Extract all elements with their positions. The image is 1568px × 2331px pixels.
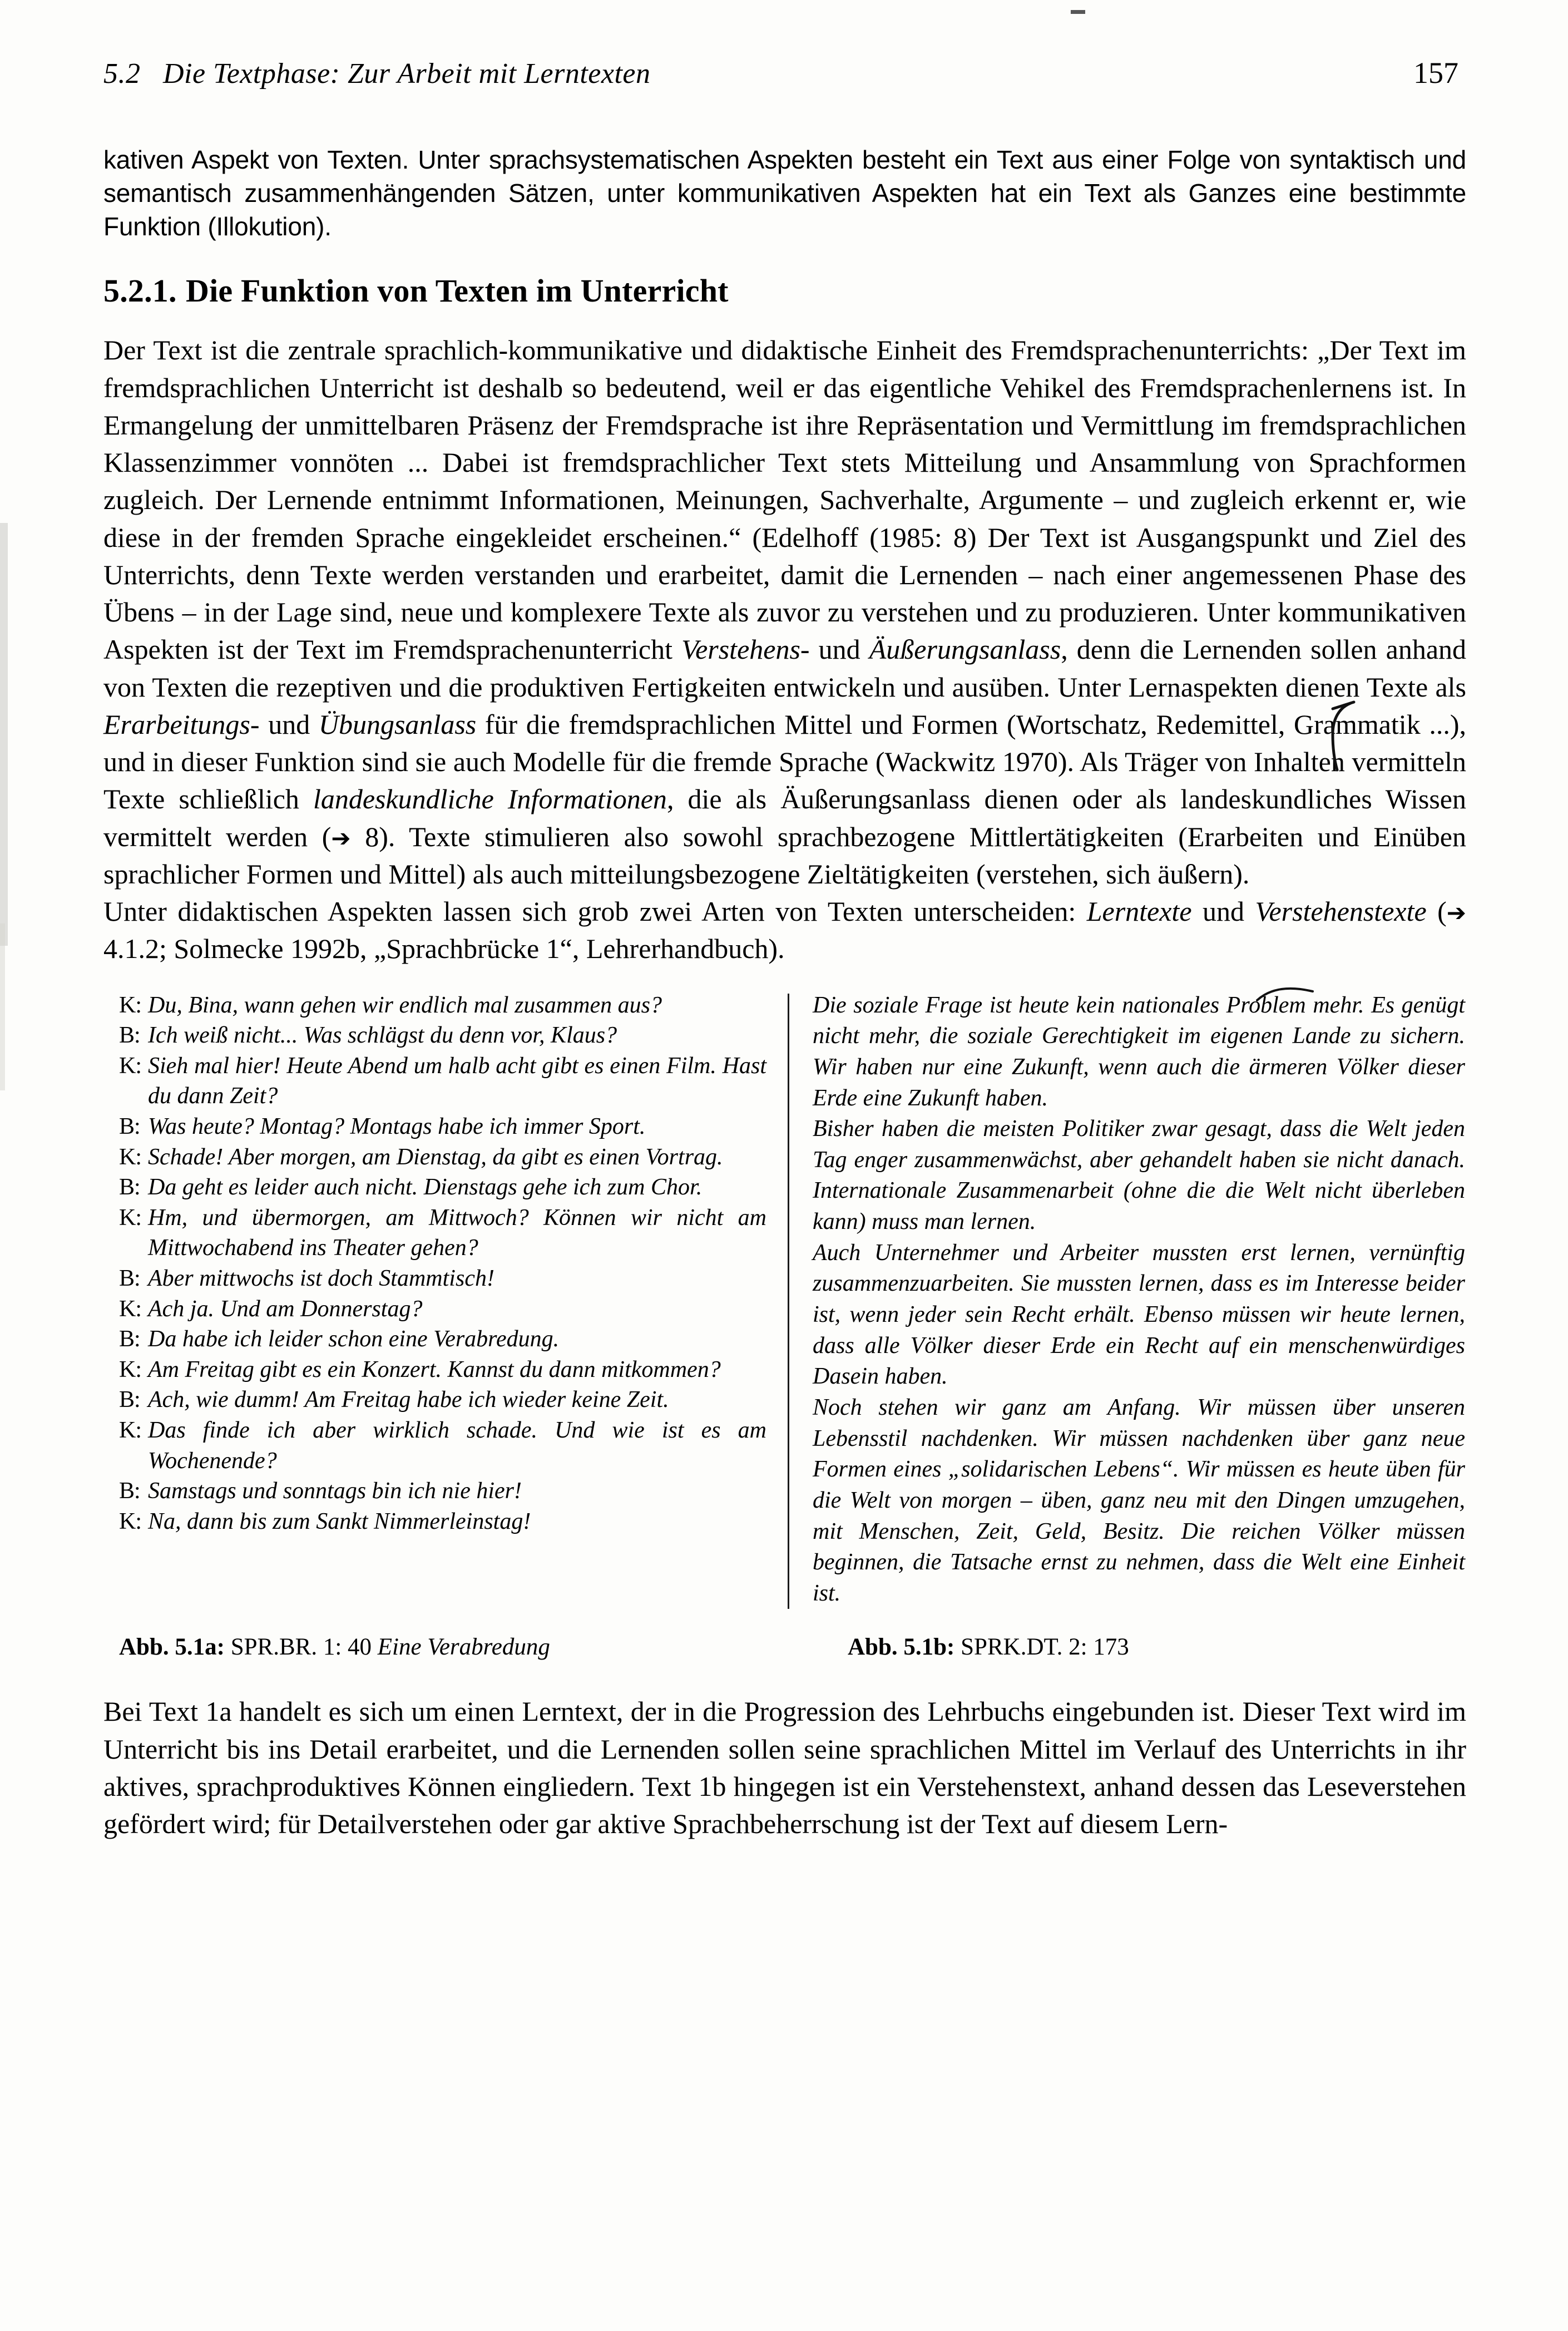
dialogue-speaker: B:	[119, 1023, 140, 1049]
dialogue-line	[119, 1355, 766, 1385]
caption-b-label: Abb. 5.1b:	[848, 1634, 955, 1661]
dialogue-speaker: K:	[119, 1144, 141, 1170]
dialogue-list	[119, 990, 766, 1537]
dialogue-utterance: Das finde ich aber wirklich schade. Und wie ist es am Wochenende?	[148, 1417, 766, 1474]
dialogue-speaker: B:	[119, 1265, 140, 1291]
dialogue-speaker: K:	[119, 1508, 141, 1534]
dialogue-utterance: Samstags und sonntags bin ich nie hier!	[148, 1478, 522, 1504]
body-text-e: für die fremdsprachlichen Mittel und Formen (Wortschatz, Redemittel, Grammatik ...), und in dieser Funktion sind sie auch Modelle für die fremde Sprache (Wackwitz 1970). Als Träger von Inhalten vermitteln Texte schließlich	[103, 708, 1466, 815]
dialogue-utterance: Da habe ich leider schon eine Verabredung.	[148, 1326, 560, 1352]
body2-italic-lerntexte: Lerntexte	[1086, 896, 1192, 927]
figure-b-paragraph: Auch Unternehmer und Arbeiter mussten erst lernen, vernünftig zusammenzuarbeiten. Sie mussten lernen, dass es im Interesse beider ist, wenn jeder sein Recht erhält. Ebenso müssen wir heute lernen, dass alle Völker dieser Erde ein Recht auf ein menschenwürdiges Dasein haben.	[813, 1239, 1465, 1390]
dialogue-utterance: Ich weiß nicht... Was schlägst du denn vor, Klaus?	[148, 1023, 617, 1049]
dialogue-utterance: Du, Bina, wann gehen wir endlich mal zusammen aus?	[148, 992, 662, 1018]
dialogue-speaker: B:	[119, 1478, 140, 1504]
body-italic-uebungsanlass: Übungsanlass	[318, 708, 477, 740]
dialogue-line	[119, 1294, 766, 1325]
body-text-g: 8). Texte stimulieren also sowohl sprachbezogene Mittlertätigkeiten (Erarbeiten und Einüben sprachlicher Formen und Mittel) als auch mitteilungsbezogene Zieltätigkeiten (verstehen, sich äußern).	[103, 821, 1466, 890]
body-italic-verstehens: Verstehens-	[681, 634, 810, 665]
closing-paragraph: Bei Text 1a handelt es sich um einen Lerntext, der in die Progression des Lehrbuchs eingebunden ist. Dieser Text wird im Unterricht bis ins Detail erarbeitet, und die Lernenden sollen seine sprachlichen Mittel im Verlauf des Unterrichts in ihr aktives, sprachproduktives Können eingliedern. Text 1b hingegen ist ein Verstehenstext, anhand dessen das Leseverstehen gefördert wird; für Detailverstehen oder gar aktive Sprachbeherrschung ist der Text auf diesem Lern-	[103, 1696, 1466, 1840]
dialogue-speaker: B:	[119, 1114, 140, 1140]
cross-reference-arrow-icon-2: ➔	[1446, 899, 1466, 927]
body-text-a: Der Text ist die zentrale sprachlich-kommunikative und didaktische Einheit des Fremdsprachenunterrichts: „Der Text im fremdsprachlichen Unterricht ist deshalb so bedeutend, weil er das eigentliche Vehikel des Fremdsprachenlernens ist. In Ermangelung der unmittelbaren Präsenz der Fremdsprache ist ihre Repräsentation und Vermittlung im fremdsprachlichen Klassenzimmer vonnöten ... Dabei ist fremdsprachlicher Text stets Mitteilung und Ansammlung von Sprachformen zugleich. Der Lernende entnimmt Informationen, Meinungen, Sachverhalte, Argumente – und zugleich erkennt er, wie diese in der fremden Sprache eingekleidet erscheinen.“ (Edelhoff (1985: 8) Der Text ist Ausgangspunkt und Ziel des Unterrichts, denn Texte werden verstanden und erarbeitet, damit die Lernenden – nach einer angemessenen Phase des Übens – in der Lage sind, neue und komplexere Texte als zuvor zu verstehen und zu produzieren. Unter kommunikativen Aspekten ist der Text im Fremdsprachenunterricht	[103, 334, 1466, 665]
page-number: 157	[1413, 56, 1458, 90]
dialogue-line	[119, 1476, 766, 1507]
body-text-d: und	[259, 708, 319, 740]
figure-5-1b-box	[789, 990, 1465, 1609]
body-italic-aeusserungsanlass: Äußerungsanlass	[869, 634, 1061, 665]
scan-artifact-top-speck	[1071, 10, 1085, 14]
caption-a-source: SPR.BR. 1: 40	[224, 1634, 378, 1661]
dialogue-speaker: B:	[119, 1387, 140, 1413]
running-head-title: 5.2 Die Textphase: Zur Arbeit mit Lerntexten	[103, 58, 651, 90]
body-paragraph-1	[103, 332, 1466, 893]
body-text-c: , denn die Lernenden sollen anhand von Texten die rezeptiven und die produktiven Fertigkeiten entwickeln und ausüben. Unter Lernaspekten dienen Texte als	[103, 634, 1467, 703]
dialogue-speaker: K:	[119, 992, 141, 1018]
dialogue-line	[119, 1203, 766, 1263]
dialogue-utterance: Ach ja. Und am Donnerstag?	[148, 1296, 423, 1322]
body-italic-landeskundliche: landeskundliche Informationen	[313, 783, 667, 815]
section-number: 5.2.1.	[103, 273, 177, 309]
dialogue-line	[119, 1142, 766, 1173]
figure-5-1a-caption	[103, 1633, 824, 1661]
scan-artifact-left-edge-lower	[0, 923, 5, 1090]
dialogue-utterance: Schade! Aber morgen, am Dienstag, da gibt es einen Vortrag.	[148, 1144, 723, 1170]
page-content	[103, 56, 1466, 1870]
intro-paragraph: kativen Aspekt von Texten. Unter sprachsystematischen Aspekten besteht ein Text aus einer Folge von syntaktisch und semantisch zusammenhängenden Sätzen, unter kommunikativen Aspekten hat ein Text als Ganzes eine bestimmte Funktion (Illokution).	[103, 145, 1466, 241]
body2-text-c: (	[1426, 896, 1447, 927]
dialogue-speaker: K:	[119, 1053, 141, 1079]
dialogue-line	[119, 1112, 766, 1142]
body-paragraph-2	[103, 893, 1466, 968]
dialogue-line	[119, 1020, 766, 1051]
body2-text-b: und	[1191, 896, 1255, 927]
body2-text-a: Unter didaktischen Aspekten lassen sich grob zwei Arten von Texten unterscheiden:	[103, 896, 1087, 927]
sample-text-boxes	[103, 990, 1466, 1609]
cross-reference-arrow-icon: ➔	[331, 824, 351, 852]
dialogue-line	[119, 1324, 766, 1355]
section-title: Die Funktion von Texten im Unterricht	[186, 273, 729, 309]
body-text-f: , die als Äußerungsanlass dienen oder als landeskundliches Wissen vermittelt werden (	[103, 783, 1466, 852]
dialogue-line	[119, 990, 766, 1021]
dialogue-utterance: Sieh mal hier! Heute Abend um halb acht gibt es einen Film. Hast du dann Zeit?	[148, 1053, 766, 1109]
dialogue-speaker: B:	[119, 1326, 140, 1352]
dialogue-speaker: K:	[119, 1356, 141, 1382]
dialogue-speaker: K:	[119, 1204, 141, 1231]
dialogue-speaker: K:	[119, 1296, 141, 1322]
scan-artifact-left-edge	[0, 523, 8, 946]
figure-5-1b-caption	[824, 1633, 1129, 1661]
caption-b-source: SPRK.DT. 2: 173	[954, 1634, 1129, 1661]
dialogue-utterance: Aber mittwochs ist doch Stammtisch!	[148, 1265, 494, 1291]
dialogue-utterance: Hm, und übermorgen, am Mittwoch? Können wir nicht am Mittwochabend ins Theater gehen?	[148, 1204, 766, 1261]
dialogue-utterance: Ach, wie dumm! Am Freitag habe ich wieder keine Zeit.	[148, 1387, 669, 1413]
dialogue-line	[119, 1415, 766, 1476]
figure-b-paragraph: Noch stehen wir ganz am Anfang. Wir müssen über unseren Lebensstil nachdenken. Wir müssen nachdenken über ganz neue Formen eines „solidarischen Lebens“. Wir müssen es heute üben für die Welt von morgen – üben, ganz neu mit den Dingen umzugehen, mit Menschen, Zeit, Geld, Besitz. Die reichen Völker müssen beginnen, die Tatsache ernst zu nehmen, dass die Welt eine Einheit ist.	[813, 1394, 1465, 1606]
figure-5-1a-box	[103, 990, 788, 1609]
dialogue-line	[119, 1051, 766, 1112]
dialogue-speaker: K:	[119, 1417, 141, 1443]
figure-b-paragraph-list	[813, 990, 1465, 1609]
figure-b-paragraph: Bisher haben die meisten Politiker zwar gesagt, dass die Welt jeden Tag enger zusammenwächst, aber gehandelt haben sie nicht danach. Internationale Zusammenarbeit (ohne die die Welt nicht überleben kann) muss man lernen.	[813, 1116, 1465, 1235]
dialogue-utterance: Was heute? Montag? Montags habe ich immer Sport.	[148, 1114, 646, 1140]
dialogue-line	[119, 1172, 766, 1203]
dialogue-line	[119, 1385, 766, 1415]
body2-text-d: 4.1.2; Solmecke 1992b, „Sprachbrücke 1“, Lehrerhandbuch).	[103, 933, 785, 965]
caption-a-label: Abb. 5.1a:	[119, 1634, 225, 1661]
dialogue-utterance: Da geht es leider auch nicht. Dienstags gehe ich zum Chor.	[148, 1174, 703, 1201]
body2-italic-verstehenstexte: Verstehenstexte	[1255, 896, 1427, 927]
figure-b-paragraph: Die soziale Frage ist heute kein nationales Problem mehr. Es genügt nicht mehr, die soziale Gerechtigkeit im eigenen Lande zu sichern. Wir haben nur eine Zukunft, wenn auch die ärmeren Völker dieser Erde eine Zukunft haben.	[813, 992, 1465, 1111]
dialogue-utterance: Am Freitag gibt es ein Konzert. Kannst du dann mitkommen?	[148, 1356, 721, 1382]
dialogue-line	[119, 1263, 766, 1294]
body-text-b: und	[809, 634, 869, 665]
section-heading	[103, 272, 1466, 309]
figure-captions	[103, 1633, 1466, 1661]
dialogue-line	[119, 1507, 766, 1537]
dialogue-utterance: Na, dann bis zum Sankt Nimmerleinstag!	[148, 1508, 531, 1534]
body-italic-erarbeitungs: Erarbeitungs-	[103, 708, 260, 740]
running-head	[103, 56, 1466, 90]
caption-a-title: Eine Verabredung	[377, 1634, 550, 1661]
dialogue-speaker: B:	[119, 1174, 140, 1201]
